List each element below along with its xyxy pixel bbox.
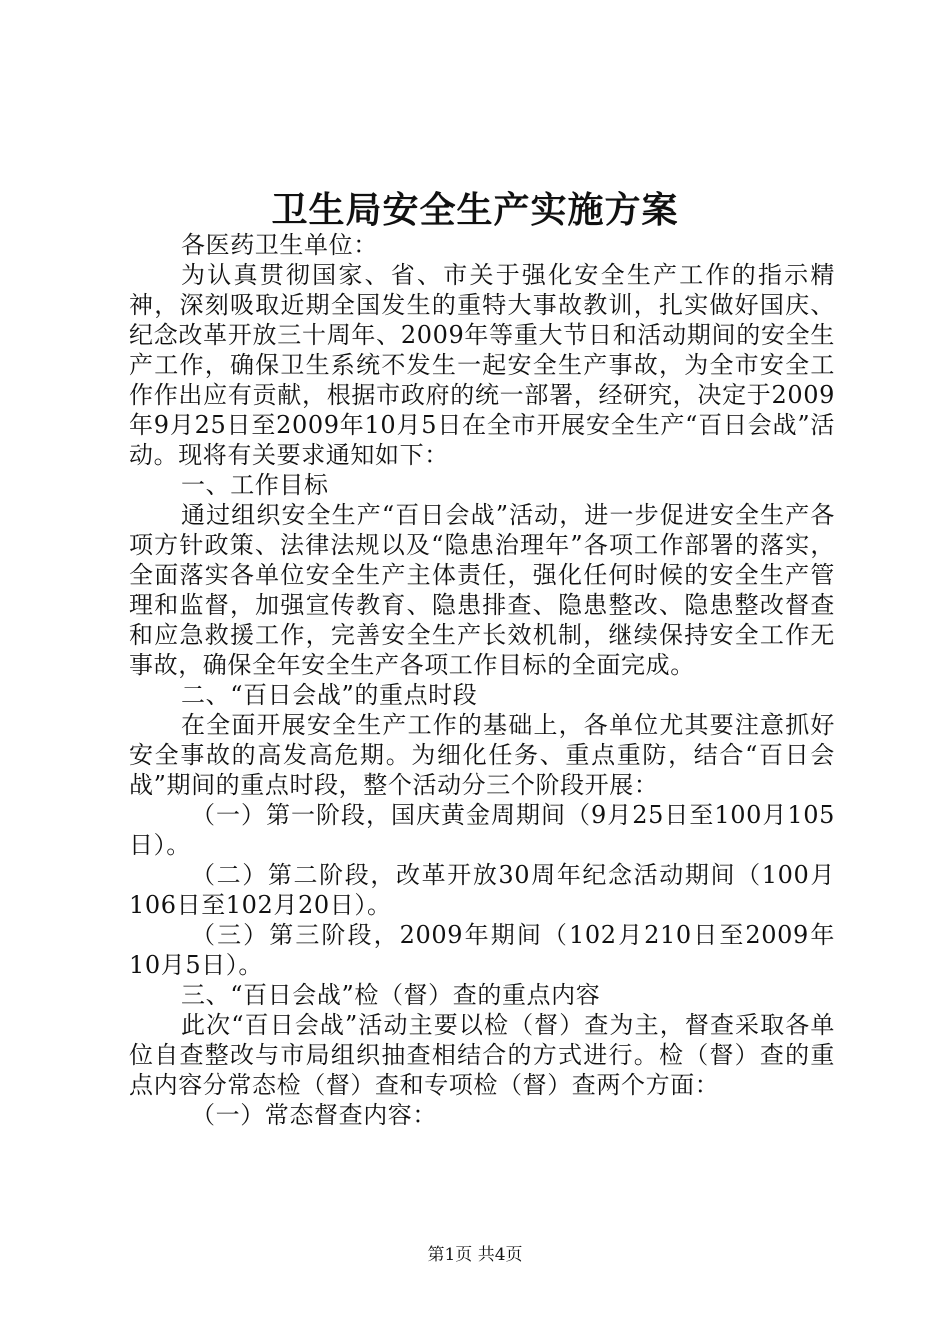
intro-paragraph: 为认真贯彻国家、省、市关于强化安全生产工作的指示精神，深刻吸取近期全国发生的重特大事故教训，扎实做好国庆、纪念改革开放三十周年、2009年等重大节日和活动期间的安全生产工作，确保卫生系统不发生一起安全生产事故，为全市安全工作作出应有贡献，根据市政府的统一部署，经研究，决定于2009年9月25日至2009年10月5日在全市开展安全生产“百日会战”活动。现将有关要求通知如下：: [129, 261, 835, 469]
section-heading-periods: 二、“百日会战”的重点时段: [181, 681, 478, 709]
phase-three-item: （三）第三阶段，2009年期间（102月210日至2009年10月5日）。: [129, 921, 835, 979]
document-title: 卫生局安全生产实施方案: [271, 189, 679, 231]
phase-two-item: （二）第二阶段，改革开放30周年纪念活动期间（100月106日至102月20日）。: [129, 861, 835, 919]
inspection-paragraph: 此次“百日会战”活动主要以检（督）查为主，督查采取各单位自查整改与市局组织抽查相结合的方式进行。检（督）查的重点内容分常态检（督）查和专项检（督）查两个方面：: [129, 1011, 835, 1099]
salutation: 各医药卫生单位：: [181, 231, 378, 259]
routine-inspection-heading: （一）常态督查内容：: [191, 1101, 437, 1129]
periods-paragraph: 在全面开展安全生产工作的基础上，各单位尤其要注意抓好安全事故的高发高危期。为细化任务、重点重防，结合“百日会战”期间的重点时段，整个活动分三个阶段开展：: [129, 711, 835, 799]
goals-paragraph: 通过组织安全生产“百日会战”活动，进一步促进安全生产各项方针政策、法律法规以及“隐患治理年”各项工作部署的落实，全面落实各单位安全生产主体责任，强化任何时候的安全生产管理和监督，加强宣传教育、隐患排查、隐患整改、隐患整改督查和应急救援工作，完善安全生产长效机制，继续保持安全工作无事故，确保全年安全生产各项工作目标的全面完成。: [129, 501, 835, 679]
section-heading-inspection: 三、“百日会战”检（督）查的重点内容: [181, 981, 601, 1009]
section-heading-goals: 一、工作目标: [181, 471, 329, 499]
phase-one-item: （一）第一阶段，国庆黄金周期间（9月25日至100月105日）。: [129, 801, 835, 859]
document-body: [129, 230, 835, 1130]
page-footer: 第1页 共4页: [427, 1245, 523, 1265]
